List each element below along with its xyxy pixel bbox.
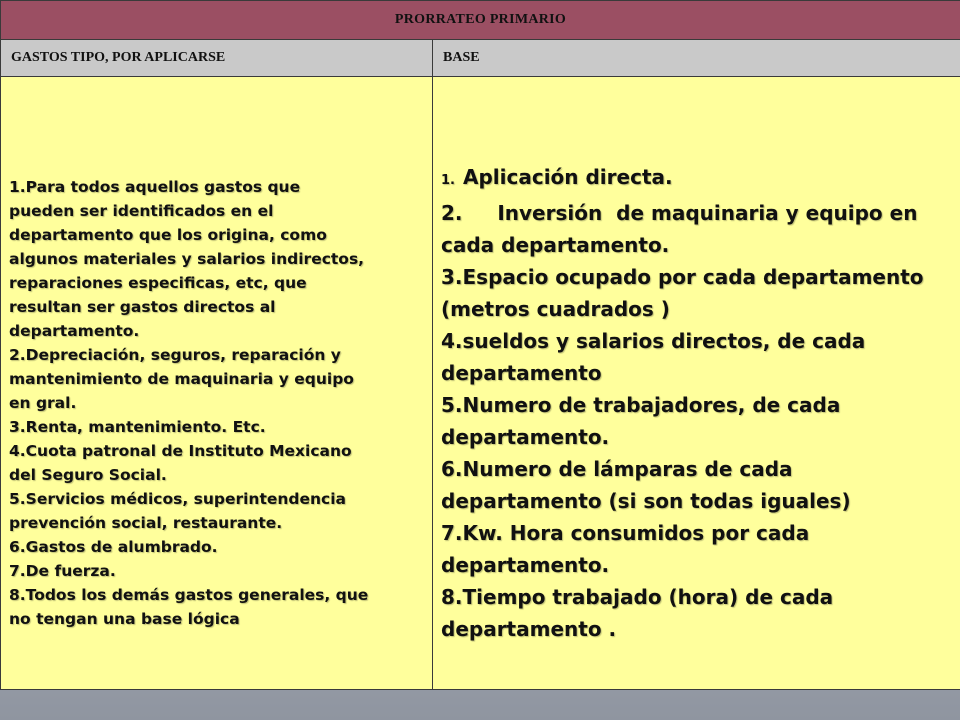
list-item: departamento bbox=[441, 361, 602, 385]
list-item: departamento. bbox=[9, 322, 140, 340]
gastos-list bbox=[9, 175, 422, 631]
list-item: departamento. bbox=[441, 553, 610, 577]
base-cell bbox=[433, 77, 960, 690]
list-item: 4.sueldos y salarios directos, de cada bbox=[441, 329, 866, 353]
list-item: 6.Gastos de alumbrado. bbox=[9, 538, 218, 556]
list-item: 4.Cuota patronal de Instituto Mexicano bbox=[9, 442, 352, 460]
list-item: mantenimiento de maquinaria y equipo bbox=[9, 370, 354, 388]
list-item: 3.Renta, mantenimiento. Etc. bbox=[9, 418, 266, 436]
gastos-cell bbox=[1, 77, 433, 690]
list-item: departamento que los origina, como bbox=[9, 226, 327, 244]
list-item: 2. Inversión de maquinaria y equipo en bbox=[441, 201, 918, 225]
list-item: 7.Kw. Hora consumidos por cada bbox=[441, 521, 810, 545]
item-text: Aplicación directa. bbox=[462, 165, 673, 189]
list-item: en gral. bbox=[9, 394, 77, 412]
list-item: 3.Espacio ocupado por cada departamento bbox=[441, 265, 924, 289]
list-item: 7.De fuerza. bbox=[9, 562, 116, 580]
list-item: no tengan una base lógica bbox=[9, 610, 240, 628]
list-item: 5.Numero de trabajadores, de cada bbox=[441, 393, 841, 417]
list-item: 5.Servicios médicos, superintendencia bbox=[9, 490, 347, 508]
list-item: departamento . bbox=[441, 617, 617, 641]
list-item: departamento. bbox=[441, 425, 610, 449]
item-number: 1. bbox=[441, 173, 455, 188]
table-title: PRORRATEO PRIMARIO bbox=[1, 1, 960, 40]
list-item: (metros cuadrados ) bbox=[441, 297, 670, 321]
list-item: 2.Depreciación, seguros, reparación y bbox=[9, 346, 341, 364]
list-item: prevención social, restaurante. bbox=[9, 514, 283, 532]
header-base: BASE bbox=[433, 40, 960, 77]
list-item: 8.Todos los demás gastos generales, que bbox=[9, 586, 369, 604]
list-item: resultan ser gastos directos al bbox=[9, 298, 276, 316]
list-item: departamento (si son todas iguales) bbox=[441, 489, 851, 513]
list-item: pueden ser identificados en el bbox=[9, 202, 274, 220]
list-item: 8.Tiempo trabajado (hora) de cada bbox=[441, 585, 834, 609]
base-list bbox=[441, 161, 950, 645]
list-item bbox=[441, 161, 950, 197]
list-item: 6.Numero de lámparas de cada bbox=[441, 457, 793, 481]
list-item: cada departamento. bbox=[441, 233, 670, 257]
list-item: del Seguro Social. bbox=[9, 466, 167, 484]
header-gastos: GASTOS TIPO, POR APLICARSE bbox=[1, 40, 433, 77]
list-item: reparaciones especificas, etc, que bbox=[9, 274, 307, 292]
list-item: algunos materiales y salarios indirectos, bbox=[9, 250, 365, 268]
list-item: 1.Para todos aquellos gastos que bbox=[9, 178, 301, 196]
